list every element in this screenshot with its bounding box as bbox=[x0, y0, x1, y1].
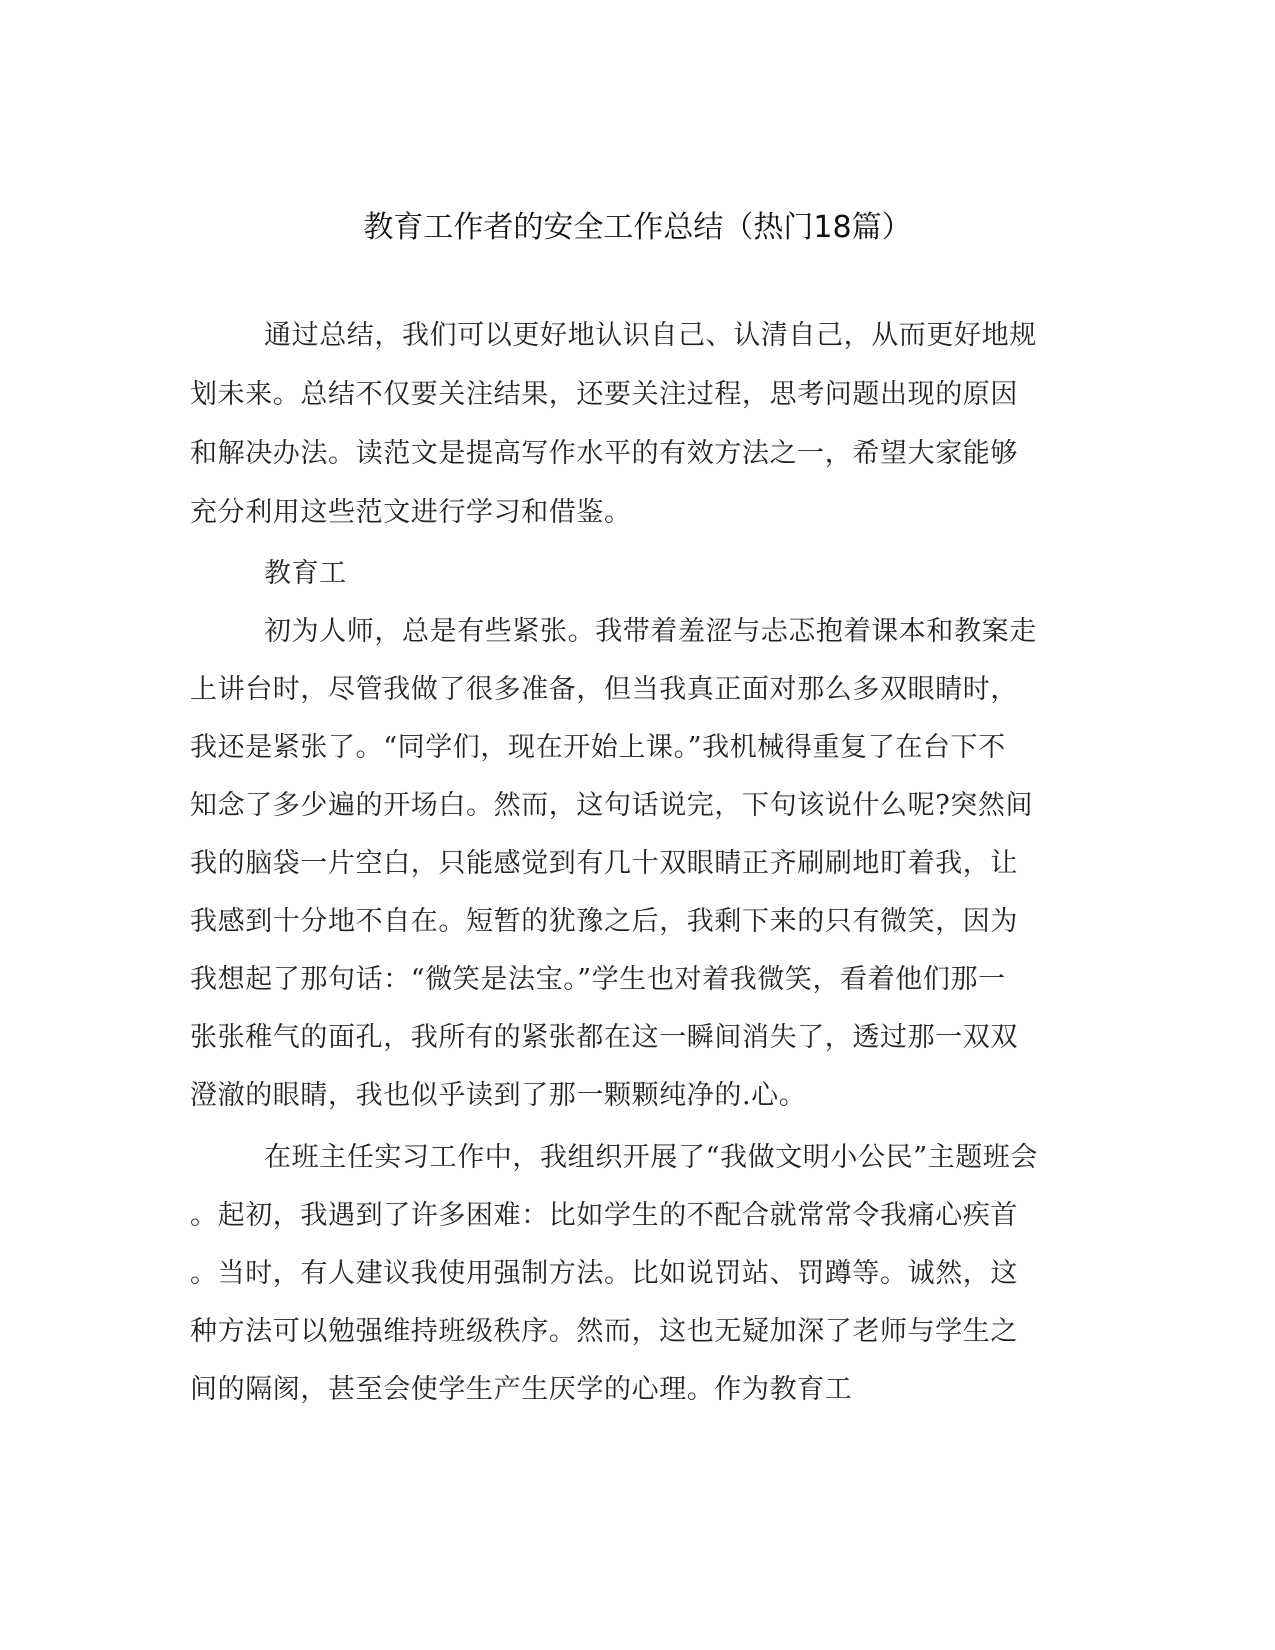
paragraph-line: 我想起了那句话：“微笑是法宝。”学生也对着我微笑，看着他们那一 bbox=[190, 964, 1006, 995]
paragraph-line: 在班主任实习工作中，我组织开展了“我做文明小公民”主题班会 bbox=[264, 1142, 1039, 1173]
paragraph-line: 初为人师，总是有些紧张。我带着羞涩与忐忑抱着课本和教案走 bbox=[264, 616, 1037, 647]
paragraph-line: 我感到十分地不自在。短暂的犹豫之后，我剩下来的只有微笑，因为 bbox=[190, 906, 1018, 937]
paragraph-line: 上讲台时，尽管我做了很多准备，但当我真正面对那么多双眼睛时， bbox=[190, 674, 1018, 705]
paragraph-line: 充分利用这些范文进行学习和借鉴。 bbox=[190, 497, 632, 528]
paragraph-line: 澄澈的眼睛，我也似乎读到了那一颗颗纯净的.心。 bbox=[190, 1080, 807, 1111]
document-title: 教育工作者的安全工作总结（热门18篇） bbox=[363, 210, 912, 245]
paragraph-line: 知念了多少遍的开场白。然而，这句话说完，下句该说什么呢?突然间 bbox=[190, 790, 1034, 821]
paragraph-line: 通过总结，我们可以更好地认识自己、认清自己，从而更好地规 bbox=[264, 320, 1037, 351]
paragraph-line: 种方法可以勉强维持班级秩序。然而，这也无疑加深了老师与学生之 bbox=[190, 1316, 1018, 1347]
paragraph-line: 划未来。总结不仅要关注结果，还要关注过程，思考问题出现的原因 bbox=[190, 379, 1018, 410]
paragraph-line: 张张稚气的面孔，我所有的紧张都在这一瞬间消失了，透过那一双双 bbox=[190, 1022, 1018, 1053]
paragraph-line: 间的隔阂，甚至会使学生产生厌学的心理。作为教育工 bbox=[190, 1374, 853, 1405]
section-heading: 教育工 bbox=[264, 558, 347, 589]
paragraph-line: 和解决办法。读范文是提高写作水平的有效方法之一，希望大家能够 bbox=[190, 438, 1018, 469]
paragraph-line: 我的脑袋一片空白，只能感觉到有几十双眼睛正齐刷刷地盯着我，让 bbox=[190, 848, 1018, 879]
paragraph-line: 我还是紧张了。“同学们，现在开始上课。”我机械得重复了在台下不 bbox=[190, 732, 1006, 763]
paragraph-line: 。起初，我遇到了许多困难：比如学生的不配合就常常令我痛心疾首 bbox=[190, 1200, 1018, 1231]
paragraph-line: 。当时，有人建议我使用强制方法。比如说罚站、罚蹲等。诚然，这 bbox=[190, 1258, 1018, 1289]
